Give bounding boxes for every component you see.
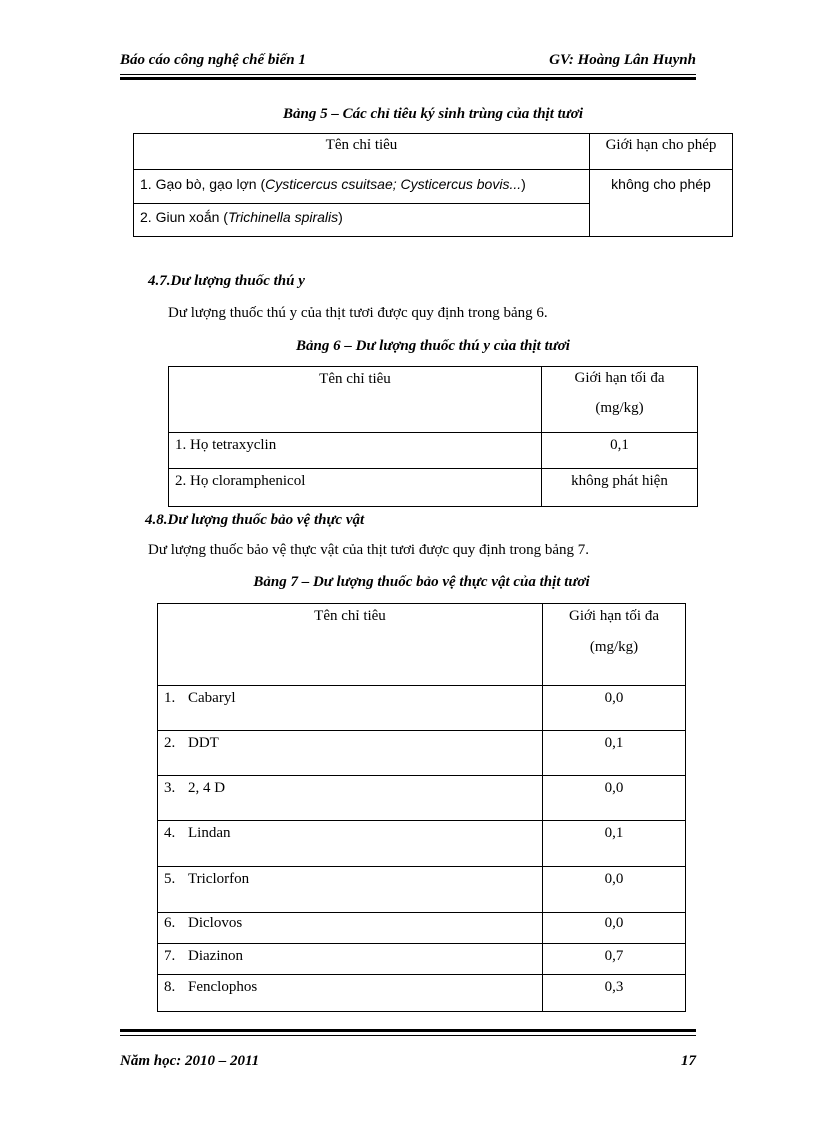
table7-row-name: Fenclophos [188, 979, 258, 995]
table5-caption: Bảng 5 – Các chỉ tiêu ký sinh trùng của thịt tươi [282, 106, 583, 122]
table7-row-value: 0,0 [543, 913, 686, 944]
table7-row-value: 0,1 [543, 731, 686, 776]
table7-row-number: 8. [164, 979, 176, 995]
table5-header-limit: Giới hạn cho phép [590, 134, 733, 170]
header-rule-thick [120, 77, 696, 80]
table5-header-name: Tên chỉ tiêu [134, 134, 590, 170]
table7-row-number: 3. [164, 780, 176, 796]
table7-row-value: 0,3 [543, 975, 686, 1012]
section-4-8-heading: 4.8.Dư lượng thuốc bảo vệ thực vật [145, 512, 365, 528]
table7-row [158, 821, 543, 867]
table6 [168, 366, 698, 507]
table6-header-limit-line2: (mg/kg) [595, 400, 644, 416]
footer-rule [120, 1035, 696, 1036]
table7-row-name: Diclovos [188, 915, 243, 931]
table5-row1-suffix: ) [521, 176, 526, 192]
table5-limit: không cho phép [590, 170, 733, 237]
table7-row-number: 2. [164, 735, 176, 751]
table7-row [158, 975, 543, 1012]
footer-school-year: Năm học: 2010 – 2011 [120, 1053, 260, 1069]
table7-row [158, 944, 543, 975]
table7-row-value: 0,0 [543, 686, 686, 731]
table7-header-limit-line1: Giới hạn tối đa [569, 608, 659, 624]
table5 [133, 133, 733, 237]
table5-row-2 [134, 204, 590, 237]
table7-row-number: 7. [164, 948, 176, 964]
table7-row [158, 686, 543, 731]
table6-row-1-name: 1. Họ tetraxyclin [169, 433, 542, 469]
table6-row-1-value: 0,1 [542, 433, 698, 469]
table6-caption: Bảng 6 – Dư lượng thuốc thú y của thịt tươi [296, 338, 570, 354]
table6-header-limit-line1: Giới hạn tối đa [574, 370, 665, 386]
section-4-8-paragraph: Dư lượng thuốc bảo vệ thực vật của thịt tươi được quy định trong bảng 7. [148, 542, 590, 558]
table6-row-2-value: không phát hiện [542, 469, 698, 507]
table7-row-number: 5. [164, 871, 176, 887]
table7-caption: Bảng 7 – Dư lượng thuốc bảo vệ thực vật của thịt tươi [253, 574, 590, 590]
header-author: GV: Hoàng Lân Huynh [549, 52, 696, 68]
table6-row-2-name: 2. Họ cloramphenicol [169, 469, 542, 507]
table7-row-value: 0,7 [543, 944, 686, 975]
table7-row-value: 0,0 [543, 776, 686, 821]
table7-row [158, 731, 543, 776]
table7-row-number: 1. [164, 690, 176, 706]
table7-row-name: Lindan [188, 825, 231, 841]
table7 [157, 603, 686, 1012]
table5-row-1 [134, 170, 590, 204]
header-rule [120, 74, 696, 75]
section-4-7-paragraph: Dư lượng thuốc thú y của thịt tươi được quy định trong bảng 6. [168, 305, 548, 321]
table7-header-limit-line2: (mg/kg) [589, 639, 639, 655]
table7-header-name: Tên chỉ tiêu [158, 604, 543, 686]
page-number: 17 [681, 1053, 696, 1069]
table7-row-number: 6. [164, 915, 176, 931]
table7-row [158, 913, 543, 944]
table6-header-limit [542, 367, 698, 433]
header-title: Báo cáo công nghệ chế biến 1 [120, 52, 306, 68]
section-4-7-heading: 4.7.Dư lượng thuốc thú y [148, 273, 305, 289]
table7-row-name: DDT [188, 735, 219, 751]
table7-row-name: Diazinon [188, 948, 243, 964]
table5-row2-species: Trichinella spiralis [227, 209, 339, 225]
table6-header-name: Tên chỉ tiêu [169, 367, 542, 433]
table7-row-name: Triclorfon [188, 871, 250, 887]
table5-row2-prefix: 2. Giun xoắn ( [140, 209, 228, 225]
table7-row-value: 0,1 [543, 821, 686, 867]
table7-row-value: 0,0 [543, 867, 686, 913]
table7-row-name: 2, 4 D [188, 780, 226, 796]
footer-rule-thick [120, 1029, 696, 1032]
table5-row1-species: Cysticercus csuitsae; Cysticercus bovis... [265, 176, 522, 192]
table5-row2-suffix: ) [338, 209, 343, 225]
table7-row [158, 776, 543, 821]
table7-row [158, 867, 543, 913]
table7-row-name: Cabaryl [188, 690, 236, 706]
table5-row1-prefix: 1. Gạo bò, gạo lợn ( [140, 176, 266, 192]
table7-row-number: 4. [164, 825, 176, 841]
table7-header-limit [543, 604, 686, 686]
